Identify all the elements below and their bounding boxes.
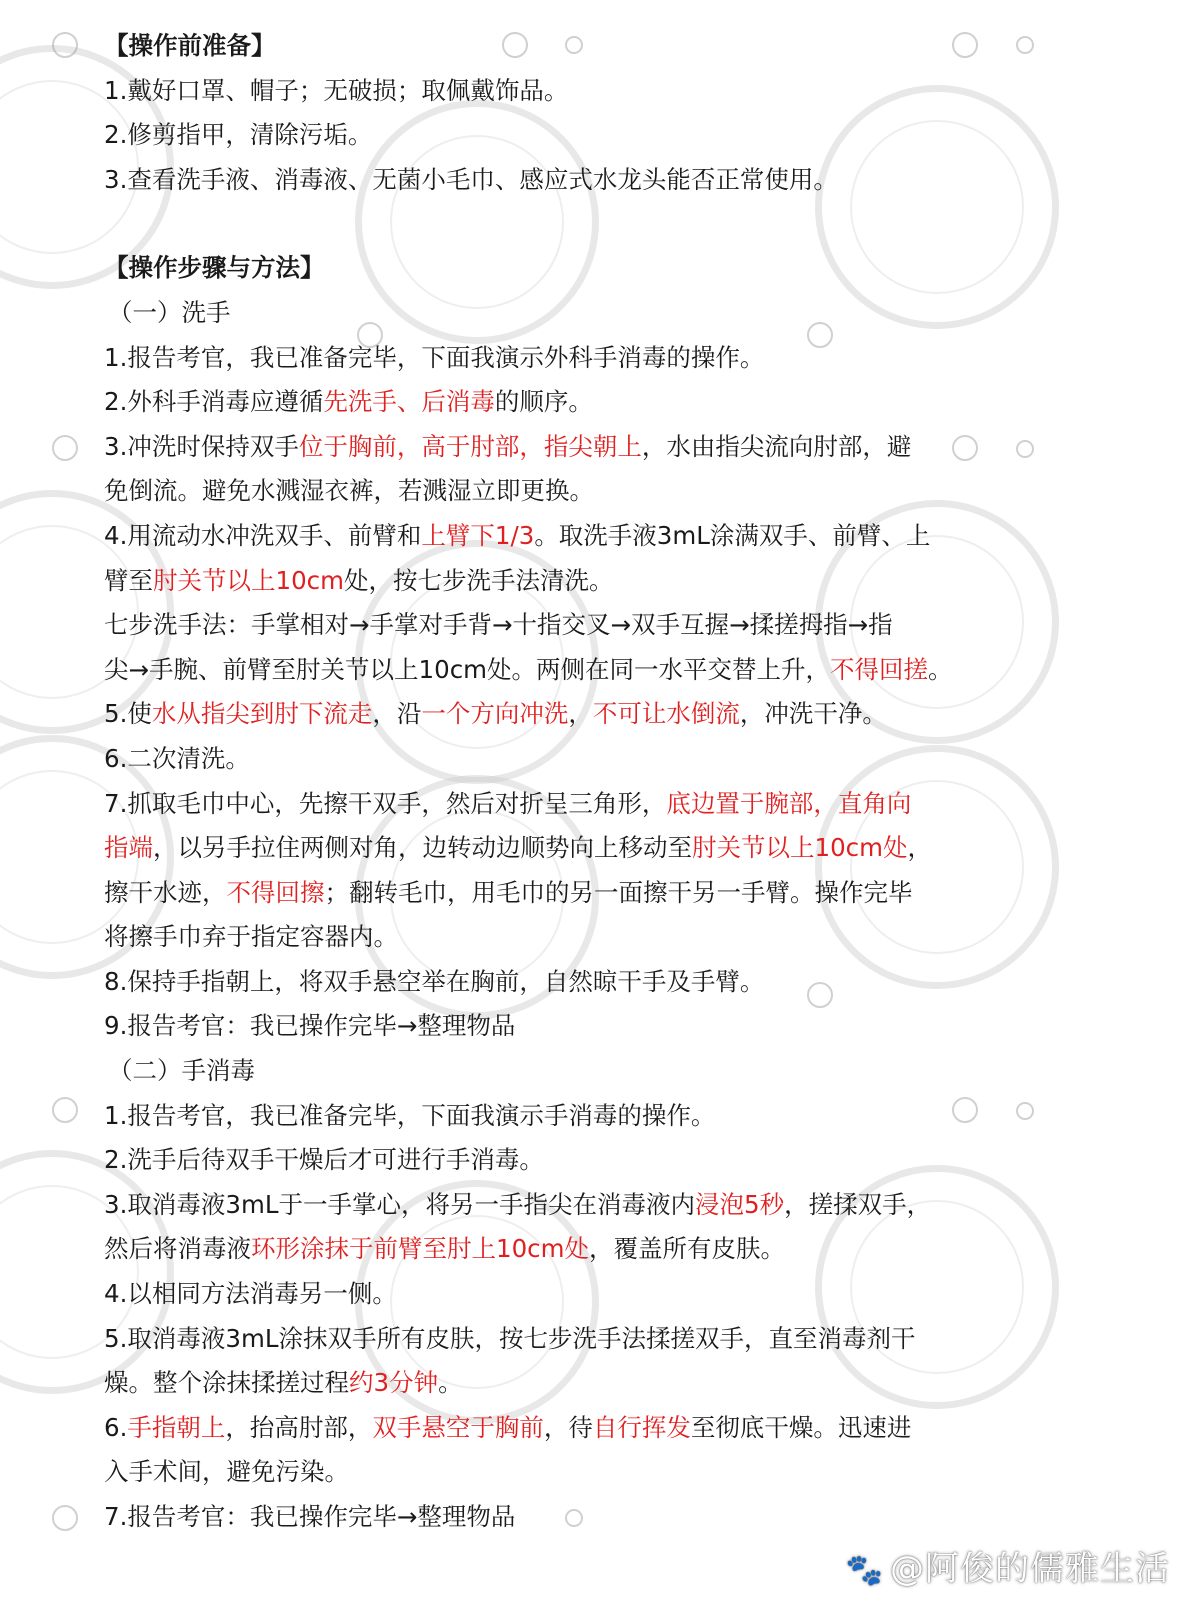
text-line (104, 475, 984, 507)
text-line (104, 431, 984, 463)
plain-text: 入手术间，避免污染。 (104, 1457, 349, 1487)
highlight-text: 上臂下1/3 (421, 520, 535, 550)
plain-text: 燥。整个涂抹揉搓过程 (104, 1368, 349, 1398)
plain-text: 6.二次清洗。 (104, 743, 250, 773)
highlight-text: 先洗手、后消毒 (323, 387, 495, 417)
plain-text: 1.戴好口罩、帽子；无破损；取佩戴饰品。 (104, 75, 569, 105)
plain-text: 2.洗手后待双手干燥后才可进行手消毒。 (104, 1145, 544, 1175)
plain-text: 至彻底干燥。迅速进 (690, 1412, 912, 1442)
text-line (104, 877, 984, 909)
plain-text: （一）洗手 (108, 297, 231, 327)
text-line (104, 1501, 984, 1533)
subsection-title (104, 297, 984, 329)
author-name: @阿俊的儒雅生活 (890, 1549, 1170, 1589)
author-badge (846, 1541, 1170, 1590)
watermark-dot (1016, 36, 1034, 54)
highlight-text: 水从指尖到肘下流走 (151, 699, 373, 729)
text-line (104, 1412, 984, 1444)
plain-text: 1.报告考官，我已准备完毕，下面我演示外科手消毒的操作。 (104, 342, 765, 372)
highlight-text: 位于胸前，高于肘部，指尖朝上 (298, 431, 642, 461)
plain-text: 臂至 (104, 565, 153, 595)
plain-text: 3.取消毒液3mL于一手掌心，将另一手指尖在消毒液内 (104, 1189, 695, 1219)
plain-text: 擦干水迹， (104, 877, 227, 907)
plain-text: 。 (928, 654, 953, 684)
highlight-text: 肘关节以上10cm (153, 565, 345, 595)
text-line (104, 1144, 984, 1176)
text-line (104, 743, 984, 775)
plain-text: ， (907, 833, 933, 863)
text-line (104, 1278, 984, 1310)
highlight-text: 自行挥发 (592, 1412, 691, 1442)
highlight-text: 约3分钟 (349, 1368, 439, 1398)
plain-text: 尖→手腕、前臂至肘关节以上10cm处。两侧在同一水平交替上升， (104, 654, 831, 684)
plain-text: 4.用流动水冲洗双手、前臂和 (104, 520, 422, 550)
text-line (104, 832, 984, 864)
plain-text: ；翻转毛巾，用毛巾的另一面擦干另一手臂。操作完毕 (324, 877, 913, 907)
text-line (104, 1367, 984, 1399)
highlight-text: 肘关节以上10cm处 (692, 833, 908, 863)
text-line (104, 520, 984, 552)
plain-text: ，冲洗干净。 (739, 699, 887, 729)
plain-text: 5.取消毒液3mL涂抹双手所有皮肤，按七步洗手法揉搓双手，直至消毒剂干 (104, 1323, 916, 1353)
text-line (104, 1233, 984, 1265)
plain-text: 7.抓取毛巾中心，先擦干双手，然后对折呈三角形， (104, 788, 667, 818)
text-line (104, 1323, 984, 1355)
section-heading: 【操作前准备】 (104, 31, 276, 60)
plain-text: ，待 (543, 1412, 593, 1442)
watermark-dot (1016, 440, 1034, 458)
text-line (104, 1189, 984, 1221)
plain-text: ，水由指尖流向肘部，避 (641, 431, 912, 461)
highlight-text: 不得回搓 (830, 654, 929, 684)
text-line (104, 1010, 984, 1042)
text-line (104, 119, 984, 151)
highlight-text: 手指朝上 (127, 1412, 226, 1442)
highlight-text: 一个方向冲洗 (421, 699, 569, 729)
plain-text: 3.查看洗手液、消毒液、无菌小毛巾、感应式水龙头能否正常使用。 (104, 164, 838, 194)
highlight-text: 双手悬空于胸前 (372, 1412, 544, 1442)
plain-text: ，抬高肘部， (225, 1412, 373, 1442)
plain-text: 8.保持手指朝上，将双手悬空举在胸前，自然晾干手及手臂。 (104, 966, 765, 996)
highlight-text: 不可让水倒流 (592, 699, 740, 729)
highlight-text: 环形涂抹于前臂至肘上10cm处 (251, 1234, 590, 1264)
watermark-dot (52, 1505, 78, 1531)
highlight-text: 底边置于腕部，直角向 (666, 788, 912, 818)
plain-text: ，沿 (372, 699, 422, 729)
plain-text: 3.冲洗时保持双手 (104, 431, 299, 461)
plain-text: ，搓揉双手， (784, 1189, 932, 1219)
plain-text: ，覆盖所有皮肤。 (589, 1234, 786, 1264)
subsection-title (104, 1055, 984, 1087)
plain-text: ， (568, 699, 593, 729)
highlight-text: 指端 (104, 833, 153, 863)
text-line (104, 966, 984, 998)
plain-text: 4.以相同方法消毒另一侧。 (104, 1279, 397, 1309)
paw-icon: 🐾 (845, 1553, 884, 1588)
watermark-dot (52, 435, 78, 461)
text-line (104, 1100, 984, 1132)
plain-text: 将擦手巾弃于指定容器内。 (104, 922, 398, 952)
text-line (104, 788, 984, 820)
plain-text: 9.报告考官：我已操作完毕→整理物品 (104, 1011, 516, 1041)
text-line (104, 75, 984, 107)
watermark-dot (1016, 1102, 1034, 1120)
text-line (104, 342, 984, 374)
plain-text: 2.外科手消毒应遵循 (104, 387, 324, 417)
plain-text: 5.使 (104, 699, 152, 729)
plain-text: 处，按七步洗手法清洗。 (344, 565, 614, 595)
plain-text: 2.修剪指甲，清除污垢。 (104, 120, 373, 150)
text-line (104, 698, 984, 730)
section-gap (104, 208, 984, 252)
plain-text: 免倒流。避免水溅湿衣裤，若溅湿立即更换。 (104, 476, 594, 506)
plain-text: 7.报告考官：我已操作完毕→整理物品 (104, 1502, 516, 1531)
text-line (104, 565, 984, 597)
plain-text: （二）手消毒 (108, 1056, 255, 1086)
plain-text: 然后将消毒液 (104, 1234, 251, 1264)
watermark-dot (52, 1097, 78, 1123)
highlight-text: 浸泡5秒 (694, 1189, 785, 1219)
plain-text: 1.报告考官，我已准备完毕，下面我演示手消毒的操作。 (104, 1100, 716, 1130)
plain-text: ，以另手拉住两侧对角，边转动边顺势向上移动至 (153, 833, 692, 863)
highlight-text: 不得回擦 (226, 877, 325, 907)
text-line (104, 386, 984, 418)
plain-text: 。取洗手液3mL涂满双手、前臂、上 (534, 520, 931, 550)
plain-text: 。 (438, 1368, 463, 1398)
watermark-dot (52, 32, 78, 58)
text-line (104, 921, 984, 953)
text-line (104, 609, 984, 641)
text-line (104, 654, 984, 686)
section-heading: 【操作步骤与方法】 (104, 253, 325, 283)
text-line (104, 164, 984, 196)
text-line (104, 1456, 984, 1488)
document-body (104, 30, 984, 1546)
plain-text: 七步洗手法：手掌相对→手掌对手背→十指交叉→双手互握→揉搓拇指→指 (104, 610, 893, 640)
plain-text: 的顺序。 (494, 387, 593, 417)
plain-text: 6. (104, 1412, 128, 1442)
